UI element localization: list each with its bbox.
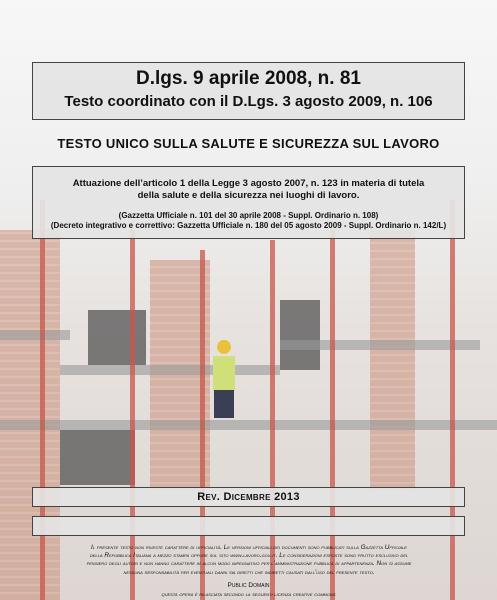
description-line-1: Attuazione dell’articolo 1 della Legge 3 agosto 2007, n. 123 in materia di tutela xyxy=(72,178,425,189)
disclaimer-line-1: Il presente testo non riveste carattere di ufficialità. Le versioni ufficiali dei documenti sono pubblicati sulla Gazzetta Ufficiale xyxy=(91,544,407,551)
disclaimer-line-4: nessuna responsabilità per eventuali danni sia diretti che indiretti causati dall'uso del presente testo. xyxy=(123,568,375,576)
disclaimer-line-3: pensiero degli autori e non hanno carattere in alcun modo impegnativo per l'amministrazione pubblica di appartenenza. Non si assume xyxy=(86,560,412,568)
disclaimer-line-2: della Repubblica Italiana a mezzo stampa oppure sul sito www.lavoro.gov.it. Le considerazioni esposte sono frutto esclusivo del xyxy=(89,552,409,560)
licence-note: questa opera è rilasciata secondo la seguenti licenza creative commons xyxy=(161,592,336,598)
description-box xyxy=(32,166,465,239)
document-subject: TESTO UNICO SULLA SALUTE E SICUREZZA SUL LAVORO xyxy=(57,136,440,151)
gazette-reference: (Gazzetta Ufficiale n. 101 del 30 aprile 2008 - Suppl. Ordinario n. 108) xyxy=(118,211,379,220)
public-domain-label: Public Domain xyxy=(227,582,270,589)
document-title: D.lgs. 9 aprile 2008, n. 81 xyxy=(136,68,361,89)
description-line-2: della salute e della sicurezza nei luoghi di lavoro. xyxy=(137,190,360,201)
revision-label: Rev. Dicembre 2013 xyxy=(197,491,300,503)
disclaimer xyxy=(33,544,465,577)
description-main xyxy=(43,178,454,202)
corrective-reference: (Decreto integrativo e correttivo: Gazzetta Ufficiale n. 180 del 05 agosto 2009 - Suppl. Ordinario n. 142/L) xyxy=(50,221,447,230)
revision-box xyxy=(32,487,465,507)
empty-box xyxy=(32,516,465,536)
document-subtitle: Testo coordinato con il D.Lgs. 3 agosto 2009, n. 106 xyxy=(64,93,433,110)
worker-figure xyxy=(217,340,231,354)
title-box xyxy=(32,62,465,120)
gazette-references xyxy=(37,211,460,231)
